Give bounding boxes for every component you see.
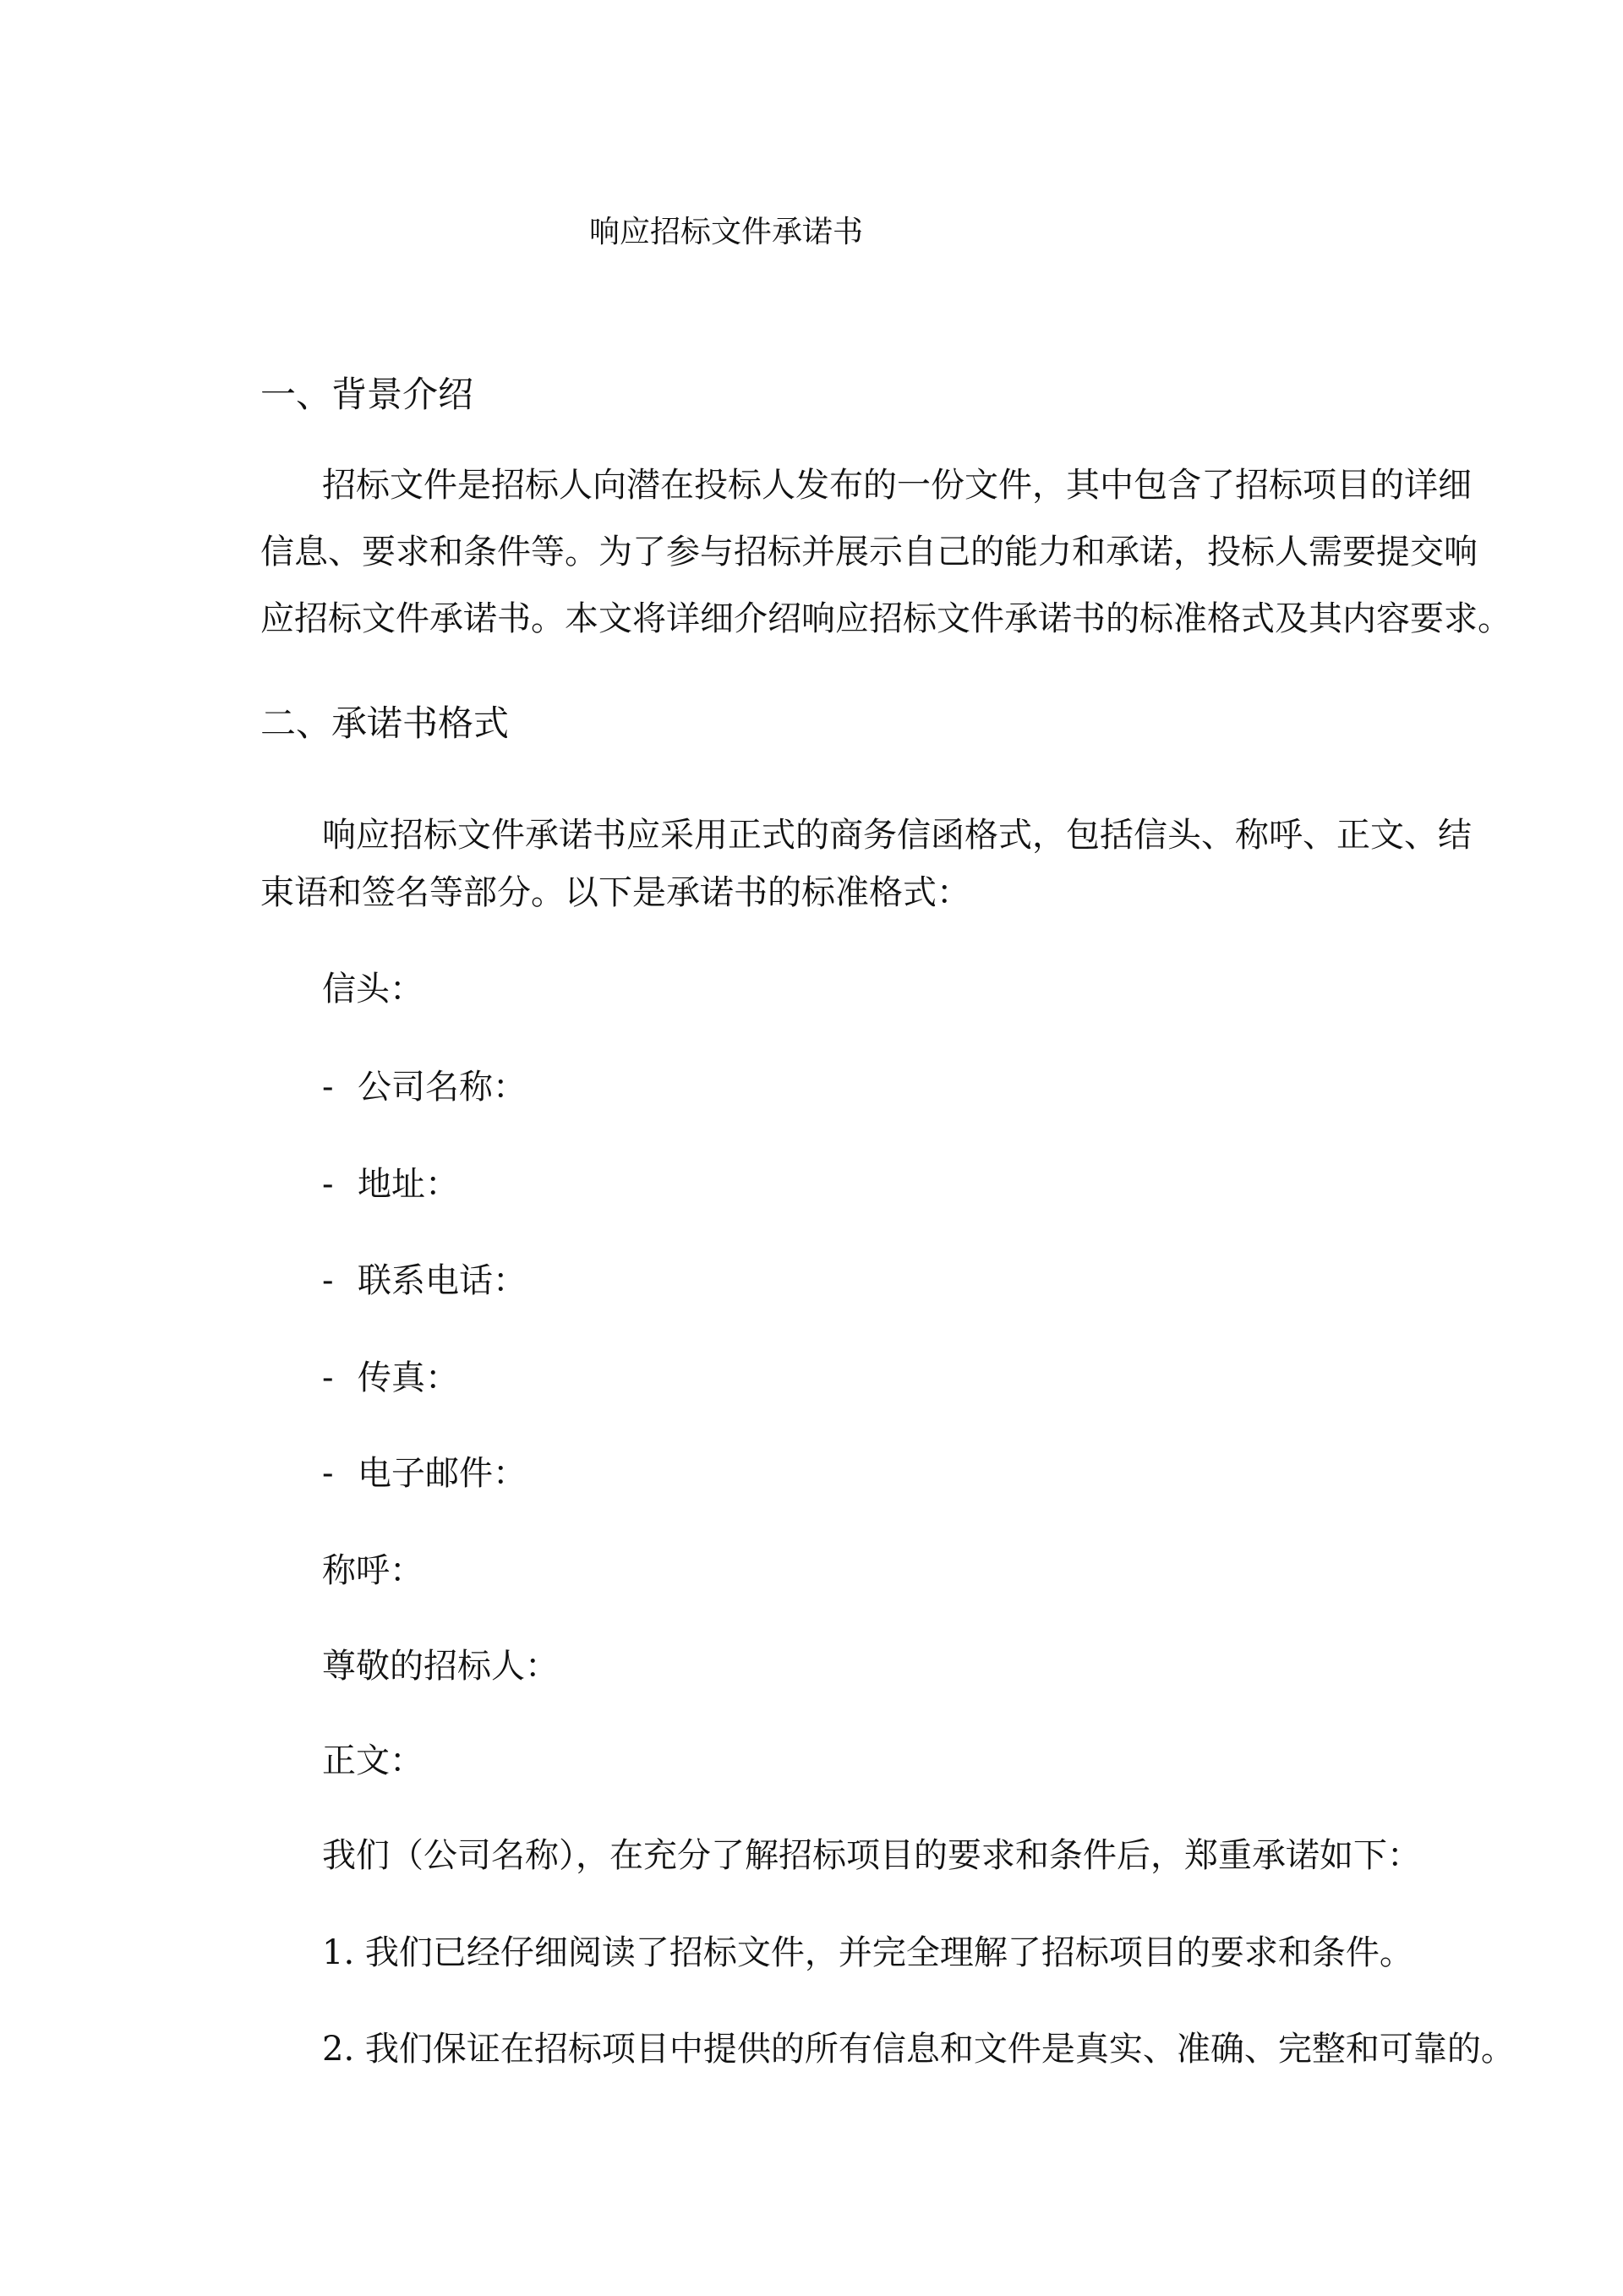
- background-paragraph-line-2: 信息、要求和条件等。为了参与招标并展示自己的能力和承诺，投标人需要提交响: [260, 533, 1478, 571]
- letterhead-item-company-name: 公司名称：: [358, 1068, 527, 1107]
- body-intro: 我们（公司名称），在充分了解招标项目的要求和条件后，郑重承诺如下：: [322, 1836, 1421, 1875]
- letterhead-item: [322, 1068, 527, 1107]
- letterhead-item: [322, 1454, 527, 1493]
- dash-marker: -: [322, 1261, 334, 1300]
- section-heading-background: 一、背景介绍: [260, 374, 474, 415]
- letterhead-item-email: 电子邮件：: [358, 1454, 527, 1493]
- dash-marker: -: [322, 1358, 334, 1397]
- salutation-text: 尊敬的招标人：: [322, 1647, 559, 1686]
- commitment-item-2: 2. 我们保证在招标项目中提供的所有信息和文件是真实、准确、完整和可靠的。: [322, 2030, 1515, 2069]
- salutation-label: 称呼：: [322, 1551, 424, 1590]
- letterhead-item-phone: 联系电话：: [358, 1261, 527, 1300]
- letterhead-label: 信头：: [322, 970, 424, 1009]
- body-label: 正文：: [322, 1741, 424, 1780]
- background-paragraph-line-3: 应招标文件承诺书。本文将详细介绍响应招标文件承诺书的标准格式及其内容要求。: [260, 599, 1511, 638]
- dash-marker: -: [322, 1454, 334, 1493]
- format-intro-line-2: 束语和签名等部分。以下是承诺书的标准格式：: [260, 873, 970, 912]
- document-title: 响应招标文件承诺书: [589, 215, 864, 249]
- format-intro-line-1: 响应招标文件承诺书应采用正式的商务信函格式，包括信头、称呼、正文、结: [322, 816, 1472, 855]
- letterhead-item: [322, 1165, 459, 1204]
- letterhead-item: [322, 1261, 527, 1300]
- letterhead-item-fax: 传真：: [358, 1358, 459, 1397]
- dash-marker: -: [322, 1165, 334, 1204]
- section-heading-format: 二、承诺书格式: [260, 702, 510, 744]
- background-paragraph-line-1: 招标文件是招标人向潜在投标人发布的一份文件，其中包含了招标项目的详细: [322, 466, 1472, 505]
- commitment-item-1: 1. 我们已经仔细阅读了招标文件，并完全理解了招标项目的要求和条件。: [322, 1933, 1413, 1972]
- letterhead-item: [322, 1358, 459, 1397]
- letterhead-item-address: 地址：: [358, 1165, 459, 1204]
- dash-marker: -: [322, 1068, 334, 1107]
